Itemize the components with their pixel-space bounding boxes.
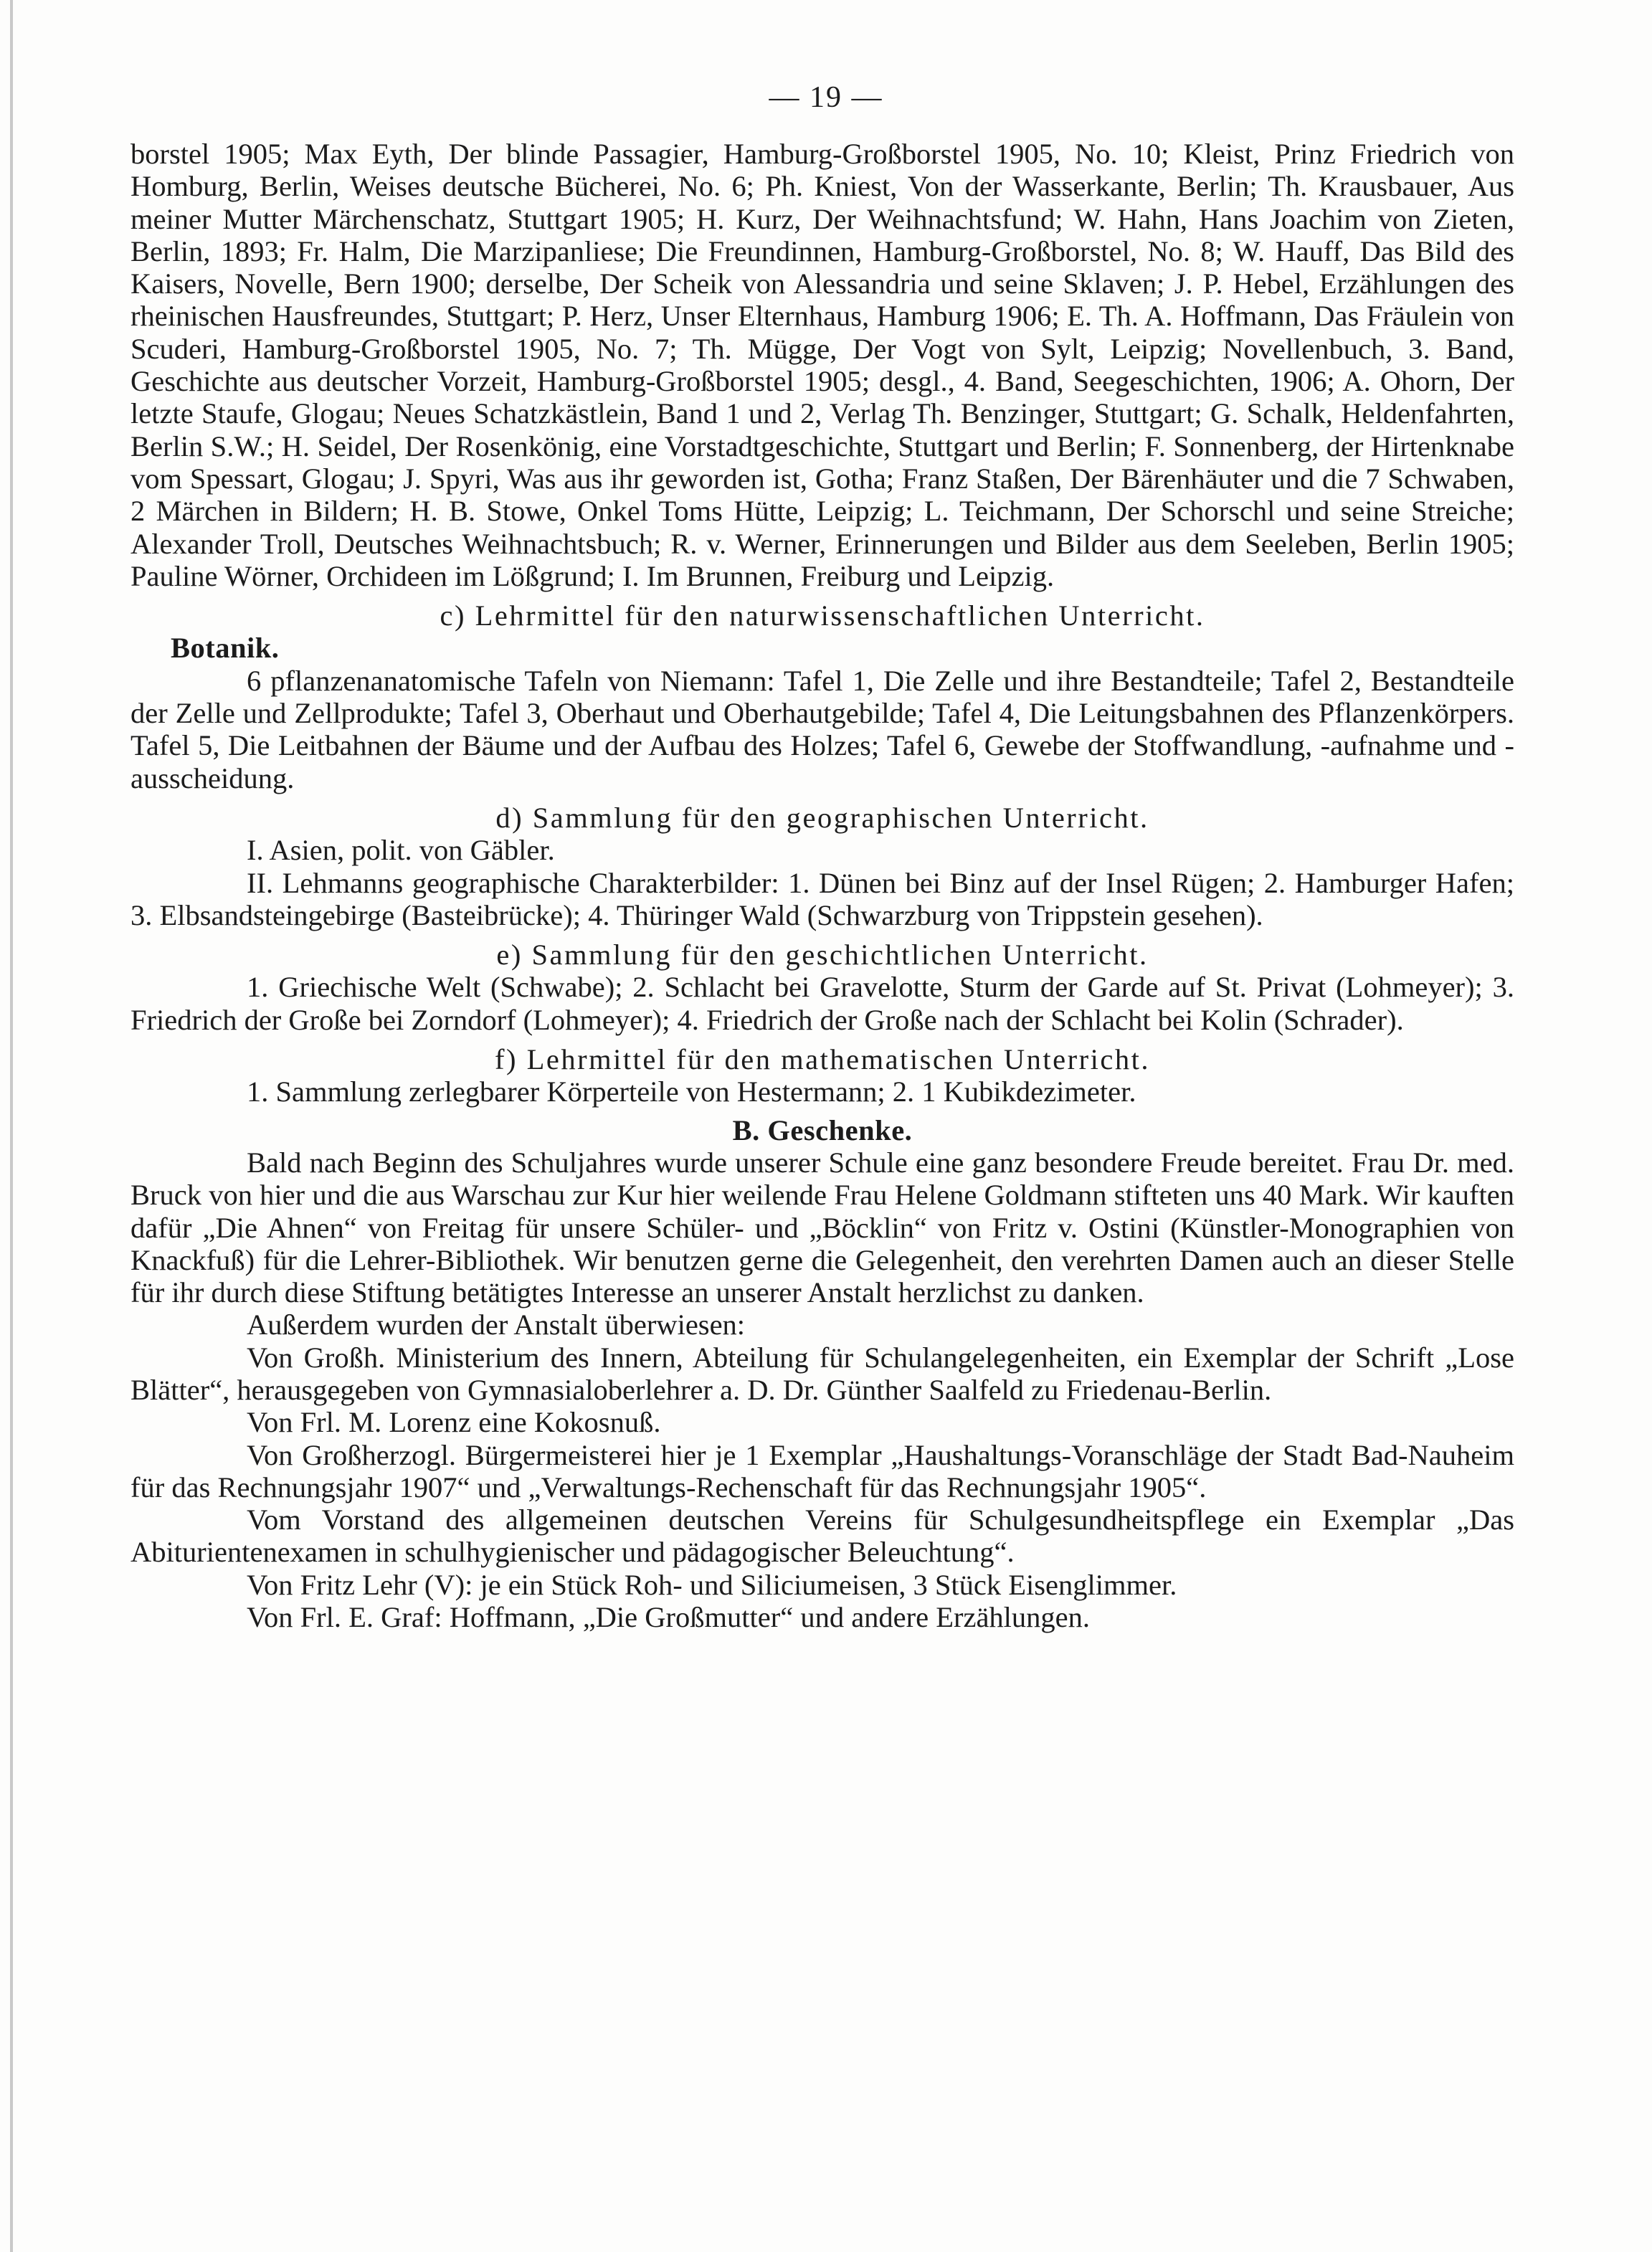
- paragraph-gift-3: Von Großh. Ministerium des Innern, Abteilung für Schulangelegenheiten, ein Exemplar der Schrift „Lose Blätter“, herausgegeben von Gymnasialoberlehrer a. D. Dr. Günther Saalfeld zu Friedenau-Berlin.: [130, 1341, 1514, 1406]
- page-number: — 19 —: [769, 81, 883, 114]
- paragraph-history: 1. Griechische Welt (Schwabe); 2. Schlacht bei Gravelotte, Sturm der Garde auf St. Privat (Lohmeyer); 3. Friedrich der Große bei Zorndorf (Lohmeyer); 4. Friedrich der Große nach der Schlacht bei Kolin (Schrader).: [130, 971, 1514, 1036]
- section-heading-d: d) Sammlung für den geographischen Unterricht.: [495, 801, 1149, 834]
- paragraph-gift-1: Bald nach Beginn des Schuljahres wurde unserer Schule eine ganz besondere Freude bereitet. Frau Dr. med. Bruck von hier und die aus Warschau zur Kur hier weilende Frau Helene Goldmann stifteten uns 40 Mark. Wir kauften dafür „Die Ahnen“ von Freitag für unsere Schüler- und „Böcklin“ von Fritz v. Ostini (Künstler-Monographien von Knackfuß) für die Lehrer-Bibliothek. Wir benutzen gerne die Gelegenheit, den verehrten Damen auch an dieser Stelle für ihr durch diese Stiftung betätigtes Interesse an unserer Anstalt herzlichst zu danken.: [130, 1146, 1514, 1309]
- paragraph-geo-1: I. Asien, polit. von Gäbler.: [247, 834, 555, 867]
- paragraph-botanik: 6 pflanzenanatomische Tafeln von Niemann: Tafel 1, Die Zelle und ihre Bestandteile; Tafel 2, Bestandteile der Zelle und Zellprodukte; Tafel 3, Oberhaut und Oberhautgebilde; Tafel 4, Die Leitungsbahnen des Pflanzenkörpers. Tafel 5, Die Leitbahnen der Bäume und der Aufbau des Holzes; Tafel 6, Gewebe der Stoffwandlung, -aufnahme und -ausscheidung.: [130, 664, 1514, 794]
- section-heading-f: f) Lehrmittel für den mathematischen Unterricht.: [495, 1043, 1150, 1076]
- paragraph-math: 1. Sammlung zerlegbarer Körperteile von Hestermann; 2. 1 Kubikdezimeter.: [247, 1075, 1136, 1108]
- section-heading-e: e) Sammlung für den geschichtlichen Unterricht.: [496, 939, 1149, 971]
- page-body: [130, 138, 1514, 1633]
- scan-edge-line: [10, 0, 13, 2252]
- paragraph-geo-2: II. Lehmanns geographische Charakterbilder: 1. Dünen bei Binz auf der Insel Rügen; 2. Hamburger Hafen; 3. Elbsandsteingebirge (Basteibrücke); 4. Thüringer Wald (Schwarzburg von Trippstein gesehen).: [130, 866, 1514, 931]
- paragraph-gift-2: Außerdem wurden der Anstalt überwiesen:: [247, 1308, 746, 1341]
- section-heading-b-geschenke: B. Geschenke.: [732, 1113, 913, 1146]
- paragraph-gift-4: Von Frl. M. Lorenz eine Kokosnuß.: [247, 1406, 661, 1439]
- section-heading-c: c) Lehrmittel für den naturwissenschaftlichen Unterricht.: [440, 599, 1205, 632]
- paragraph-gift-5: Von Großherzogl. Bürgermeisterei hier je 1 Exemplar „Haushaltungs-Voranschläge der Stadt Bad-Nauheim für das Rechnungsjahr 1907“ und „Verwaltungs-Rechenschaft für das Rechnungsjahr 1905“.: [130, 1438, 1514, 1503]
- paragraph-book-list: borstel 1905; Max Eyth, Der blinde Passagier, Hamburg-Großborstel 1905, No. 10; Kleist, Prinz Friedrich von Homburg, Berlin, Weises deutsche Bücherei, No. 6; Ph. Kniest, Von der Wasserkante, Berlin; Th. Krausbauer, Aus meiner Mutter Märchenschatz, Stuttgart 1905; H. Kurz, Der Weihnachtsfund; W. Hahn, Hans Joachim von Zieten, Berlin, 1893; Fr. Halm, Die Marzipanliese; Die Freundinnen, Hamburg-Großborstel, No. 8; W. Hauff, Das Bild des Kaisers, Novelle, Bern 1900; derselbe, Der Scheik von Alessandria und seine Sklaven; J. P. Hebel, Erzählungen des rheinischen Hausfreundes, Stuttgart; P. Herz, Unser Elternhaus, Hamburg 1906; E. Th. A. Hoffmann, Das Fräulein von Scuderi, Hamburg-Großborstel 1905, No. 7; Th. Mügge, Der Vogt von Sylt, Leipzig; Novellenbuch, 3. Band, Geschichte aus deutscher Vorzeit, Hamburg-Großborstel 1905; desgl., 4. Band, Seegeschichten, 1906; A. Ohorn, Der letzte Staufe, Glogau; Neues Schatzkästlein, Band 1 und 2, Verlag Th. Benzinger, Stuttgart; G. Schalk, Heldenfahrten, Berlin S.W.; H. Seidel, Der Rosenkönig, eine Vorstadtgeschichte, Stuttgart und Berlin; F. Sonnenberg, der Hirtenknabe vom Spessart, Glogau; J. Spyri, Was aus ihr geworden ist, Gotha; Franz Staßen, Der Bärenhäuter und die 7 Schwaben, 2 Märchen in Bildern; H. B. Stowe, Onkel Toms Hütte, Leipzig; L. Teichmann, Der Schorschl und seine Streiche; Alexander Troll, Deutsches Weihnachtsbuch; R. v. Werner, Erinnerungen und Bilder aus dem Seeleben, Berlin 1905; Pauline Wörner, Orchideen im Lößgrund; I. Im Brunnen, Freiburg und Leipzig.: [130, 138, 1514, 592]
- paragraph-gift-7: Von Fritz Lehr (V): je ein Stück Roh- und Siliciumeisen, 3 Stück Eisenglimmer.: [247, 1568, 1177, 1601]
- paragraph-gift-6: Vom Vorstand des allgemeinen deutschen Vereins für Schulgesundheitspflege ein Exemplar „Das Abiturientenexamen in schulhygienischer und pädagogischer Beleuchtung“.: [130, 1503, 1514, 1569]
- subsection-heading-botanik: Botanik.: [171, 632, 280, 665]
- paragraph-gift-8: Von Frl. E. Graf: Hoffmann, „Die Großmutter“ und andere Erzählungen.: [247, 1601, 1091, 1634]
